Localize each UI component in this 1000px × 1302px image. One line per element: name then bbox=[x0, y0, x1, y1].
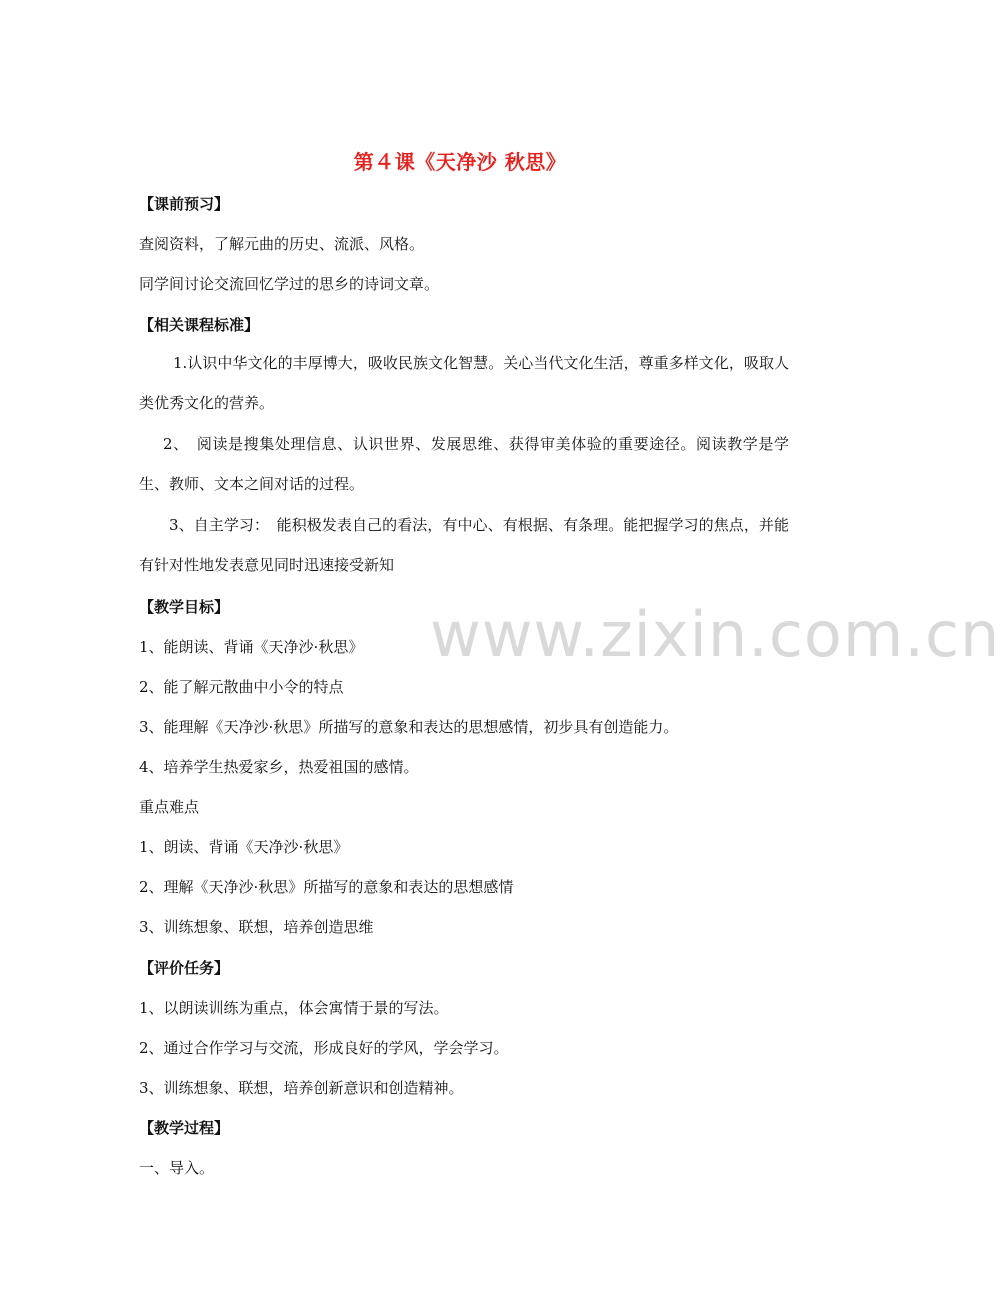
process-item: 一、导入。 bbox=[139, 1159, 215, 1177]
key-point-item: 1、朗读、背诵《天净沙·秋思》 bbox=[139, 838, 349, 856]
watermark: www.zixin.com.cn bbox=[430, 598, 1000, 671]
goal-item: 4、培养学生热爱家乡，热爱祖国的感情。 bbox=[139, 758, 419, 776]
key-point-item: 2、理解《天净沙·秋思》所描写的意象和表达的思想感情 bbox=[139, 878, 514, 896]
preview-item: 查阅资料，了解元曲的历史、流派、风格。 bbox=[139, 235, 425, 253]
evaluation-item: 2、通过合作学习与交流，形成良好的学风，学会学习。 bbox=[139, 1039, 509, 1057]
preview-item: 同学间讨论交流回忆学过的思乡的诗词文章。 bbox=[139, 275, 440, 293]
goals-heading: 【教学目标】 bbox=[139, 598, 230, 616]
evaluation-item: 1、以朗读训练为重点，体会寓情于景的写法。 bbox=[139, 999, 449, 1017]
standard-item: 1.认识中华文化的丰厚博大，吸收民族文化智慧。关心当代文化生活，尊重多样文化，吸取人类优秀文化的营养。 bbox=[139, 354, 789, 412]
process-heading: 【教学过程】 bbox=[139, 1119, 230, 1137]
key-points-heading: 重点难点 bbox=[139, 798, 200, 816]
preview-heading: 【课前预习】 bbox=[139, 195, 230, 213]
standard-item: 2、 阅读是搜集处理信息、认识世界、发展思维、获得审美体验的重要途径。阅读教学是学生、教师、文本之间对话的过程。 bbox=[139, 435, 789, 493]
document-title: 第４课《天净沙 秋思》 bbox=[353, 150, 567, 174]
goal-item: 1、能朗读、背诵《天净沙·秋思》 bbox=[139, 638, 364, 656]
standards-heading: 【相关课程标准】 bbox=[139, 316, 260, 334]
goal-item: 2、能了解元散曲中小令的特点 bbox=[139, 678, 344, 696]
evaluation-item: 3、训练想象、联想，培养创新意识和创造精神。 bbox=[139, 1079, 464, 1097]
key-point-item: 3、训练想象、联想，培养创造思维 bbox=[139, 918, 374, 936]
standard-item: 3、自主学习： 能积极发表自己的看法，有中心、有根据、有条理。能把握学习的焦点，并能有针对性地发表意见同时迅速接受新知 bbox=[139, 516, 789, 574]
goal-item: 3、能理解《天净沙·秋思》所描写的意象和表达的思想感情，初步具有创造能力。 bbox=[139, 718, 679, 736]
evaluation-heading: 【评价任务】 bbox=[139, 959, 230, 977]
